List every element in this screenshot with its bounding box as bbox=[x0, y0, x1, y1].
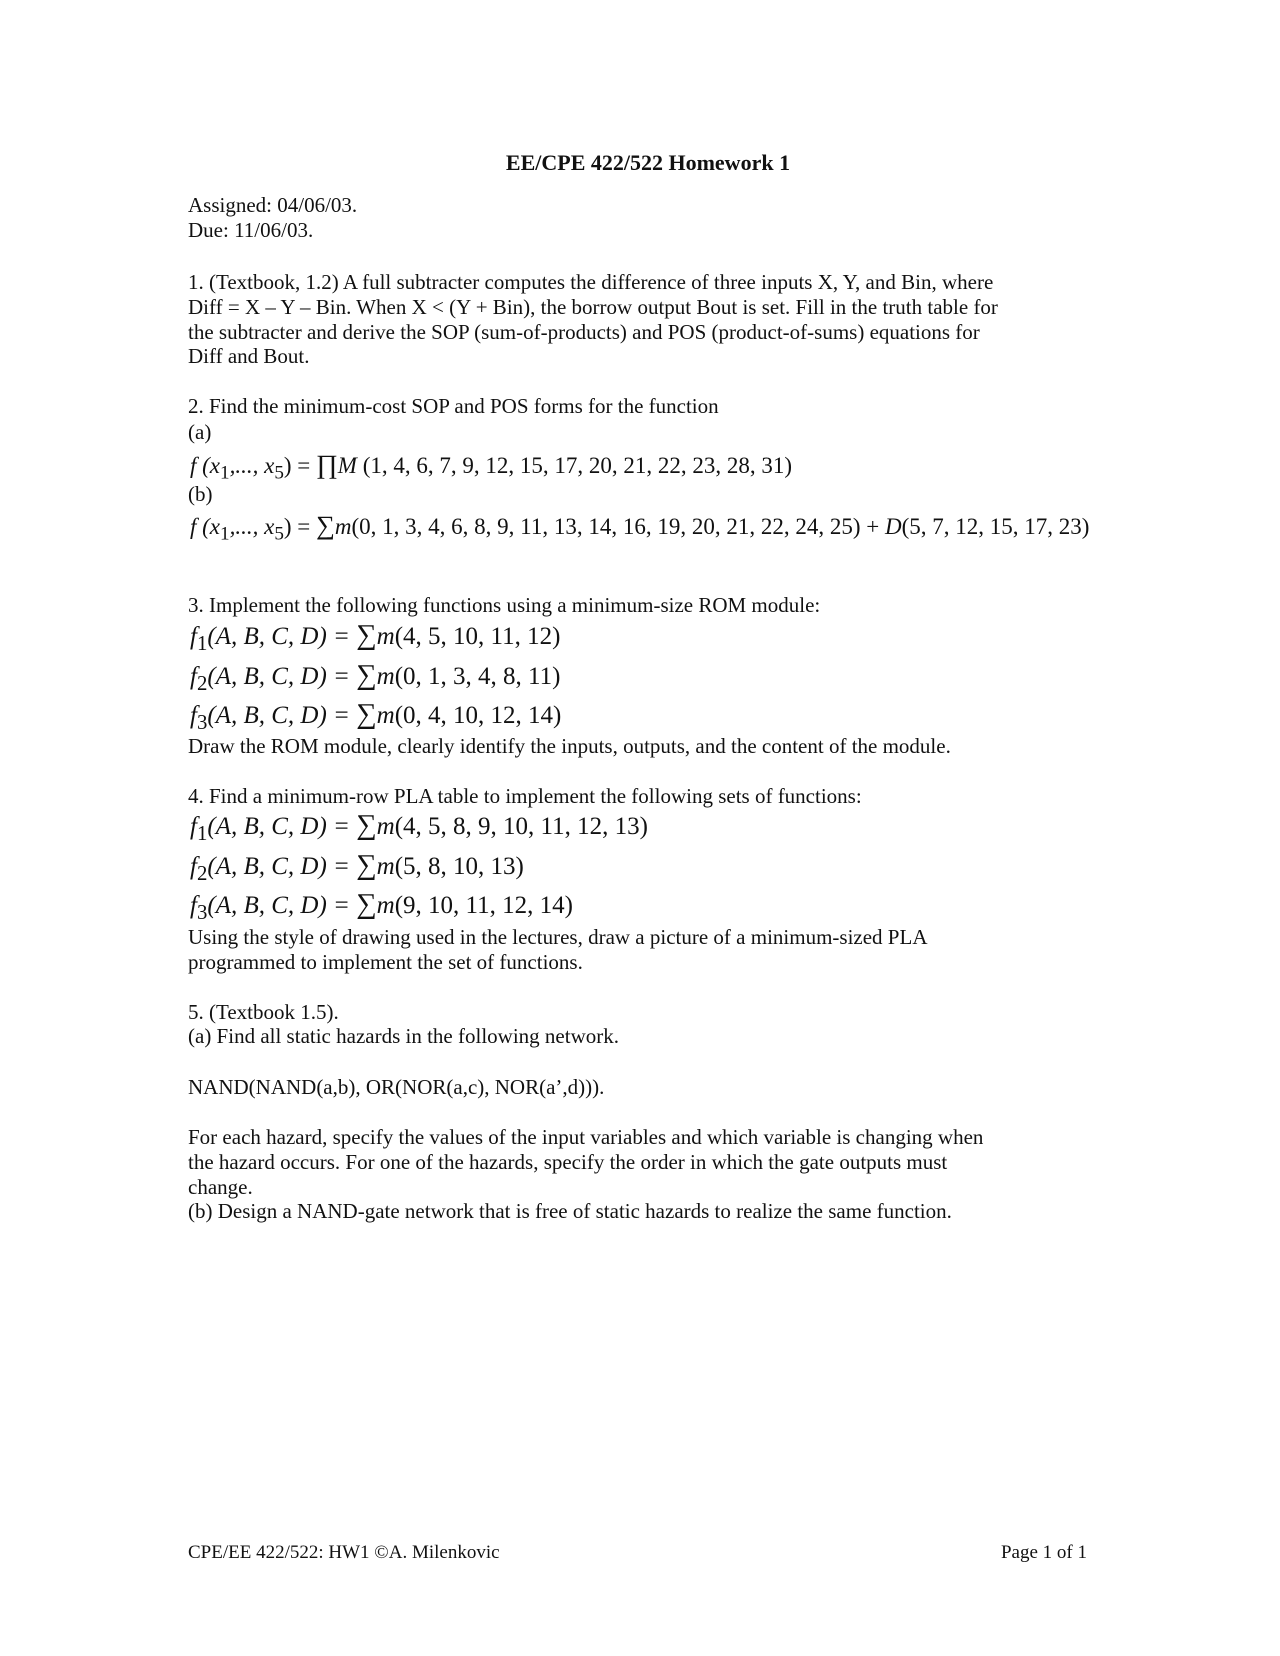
q4-f1-m: m bbox=[376, 813, 395, 840]
q3-f2-m: m bbox=[376, 663, 395, 690]
q1-line-1: 1. (Textbook, 1.2) A full subtracter computes the difference of three inputs X, Y, and Bin, where bbox=[188, 270, 994, 294]
q2-b-sub5: 5 bbox=[274, 523, 284, 545]
sum-symbol: ∑ bbox=[316, 510, 335, 540]
q4-f1-sub: 1 bbox=[196, 821, 208, 845]
q5-line-1: 5. (Textbook 1.5). bbox=[188, 1000, 339, 1024]
q2-b-dfunc: D bbox=[884, 514, 902, 539]
q3-f3-m: m bbox=[376, 702, 395, 729]
footer-course: CPE/EE 422/522: HW1 ©A. Milenkovic bbox=[188, 1542, 500, 1563]
q4-f3-name: f bbox=[190, 892, 197, 919]
q4-f1-equation bbox=[190, 810, 648, 848]
q4-f2-args: (A, B, C, D) = bbox=[207, 853, 357, 880]
q5-line-4: For each hazard, specify the values of the input variables and which variable is changing when bbox=[188, 1125, 984, 1149]
q5-line-7: (b) Design a NAND-gate network that is free of static hazards to realize the same function. bbox=[188, 1199, 952, 1223]
q3-f1-name: f bbox=[190, 623, 197, 650]
q3-f1-terms: (4, 5, 10, 11, 12) bbox=[394, 623, 561, 650]
q2-a-sub1: 1 bbox=[220, 462, 230, 484]
q3-f2-equation bbox=[190, 660, 560, 698]
sum-symbol: ∑ bbox=[356, 698, 377, 730]
q4-f3-terms: (9, 10, 11, 12, 14) bbox=[394, 892, 573, 919]
q3-f1-args: (A, B, C, D) = bbox=[207, 623, 357, 650]
q3-f1-sub: 1 bbox=[196, 631, 208, 655]
q2-b-eq: ) = bbox=[283, 514, 317, 539]
q3-f2-args: (A, B, C, D) = bbox=[207, 663, 357, 690]
q4-intro: 4. Find a minimum-row PLA table to implement the following sets of functions: bbox=[188, 784, 862, 808]
q4-f2-sub: 2 bbox=[196, 861, 208, 885]
q4-f3-equation bbox=[190, 889, 573, 927]
q4-f2-terms: (5, 8, 10, 13) bbox=[394, 853, 524, 880]
q2-b-mid: ,..., x bbox=[229, 514, 275, 539]
q4-f2-name: f bbox=[190, 853, 197, 880]
q3-f1-equation bbox=[190, 620, 560, 658]
sum-symbol: ∑ bbox=[356, 849, 377, 881]
q3-f2-terms: (0, 1, 3, 4, 8, 11) bbox=[394, 663, 561, 690]
q4-outro-2: programmed to implement the set of functions. bbox=[188, 950, 583, 974]
q1-line-2: Diff = X – Y – Bin. When X < (Y + Bin), the borrow output Bout is set. Fill in the truth table for bbox=[188, 295, 998, 319]
q4-f2-m: m bbox=[376, 853, 395, 880]
q2-a-terms: (1, 4, 6, 7, 9, 12, 15, 17, 20, 21, 22, 23, 28, 31) bbox=[356, 453, 793, 478]
q1-line-3: the subtracter and derive the SOP (sum-of-products) and POS (product-of-sums) equations for bbox=[188, 320, 980, 344]
due-date: Due: 11/06/03. bbox=[188, 218, 314, 242]
footer-page-number: Page 1 of 1 bbox=[1000, 1542, 1087, 1563]
document-title: EE/CPE 422/522 Homework 1 bbox=[505, 150, 791, 175]
sum-symbol: ∑ bbox=[356, 659, 377, 691]
q4-f2-equation bbox=[190, 850, 524, 888]
q2-b-sub1: 1 bbox=[220, 523, 230, 545]
q5-line-2: (a) Find all static hazards in the following network. bbox=[188, 1024, 619, 1048]
q5-network: NAND(NAND(a,b), OR(NOR(a,c), NOR(a’,d))). bbox=[188, 1075, 605, 1099]
q2-b-equation bbox=[190, 510, 1089, 550]
q5-line-5: the hazard occurs. For one of the hazards, specify the order in which the gate outputs must bbox=[188, 1150, 948, 1174]
q2-a-equation bbox=[190, 449, 792, 489]
q2-b-func: m bbox=[334, 514, 352, 539]
q2-b-dterms: (5, 7, 12, 15, 17, 23) bbox=[901, 514, 1090, 539]
q3-f3-sub: 3 bbox=[196, 710, 208, 734]
q4-outro-1: Using the style of drawing used in the lectures, draw a picture of a minimum-sized PLA bbox=[188, 925, 928, 949]
q2-a-func: M bbox=[337, 453, 357, 478]
assigned-date: Assigned: 04/06/03. bbox=[188, 193, 358, 217]
q2-b-terms: (0, 1, 3, 4, 6, 8, 9, 11, 13, 14, 16, 19, 20, 21, 22, 24, 25) + bbox=[351, 514, 885, 539]
q4-f1-name: f bbox=[190, 813, 197, 840]
q4-f3-args: (A, B, C, D) = bbox=[207, 892, 357, 919]
q3-f3-equation bbox=[190, 699, 561, 737]
product-symbol: ∏ bbox=[316, 449, 338, 479]
q3-f3-name: f bbox=[190, 702, 197, 729]
q3-f2-name: f bbox=[190, 663, 197, 690]
sum-symbol: ∑ bbox=[356, 888, 377, 920]
q2-a-lhs: f (x bbox=[190, 453, 221, 478]
q2-a-mid: ,..., x bbox=[229, 453, 275, 478]
q4-f1-args: (A, B, C, D) = bbox=[207, 813, 357, 840]
q2-intro: 2. Find the minimum-cost SOP and POS forms for the function bbox=[188, 394, 719, 418]
q2-a-label: (a) bbox=[188, 420, 212, 444]
q3-intro: 3. Implement the following functions using a minimum-size ROM module: bbox=[188, 593, 821, 617]
q3-f2-sub: 2 bbox=[196, 671, 208, 695]
q5-line-6: change. bbox=[188, 1175, 253, 1199]
q1-line-4: Diff and Bout. bbox=[188, 344, 310, 368]
q4-f1-terms: (4, 5, 8, 9, 10, 11, 12, 13) bbox=[394, 813, 648, 840]
q2-b-label: (b) bbox=[188, 482, 213, 506]
q2-b-lhs: f (x bbox=[190, 514, 221, 539]
q2-a-eq: ) = bbox=[283, 453, 317, 478]
q3-outro: Draw the ROM module, clearly identify the inputs, outputs, and the content of the module. bbox=[188, 734, 951, 758]
q3-f1-m: m bbox=[376, 623, 395, 650]
sum-symbol: ∑ bbox=[356, 809, 377, 841]
q3-f3-args: (A, B, C, D) = bbox=[207, 702, 357, 729]
q4-f3-sub: 3 bbox=[196, 900, 208, 924]
q4-f3-m: m bbox=[376, 892, 395, 919]
sum-symbol: ∑ bbox=[356, 619, 377, 651]
q2-a-sub5: 5 bbox=[274, 462, 284, 484]
q3-f3-terms: (0, 4, 10, 12, 14) bbox=[394, 702, 562, 729]
